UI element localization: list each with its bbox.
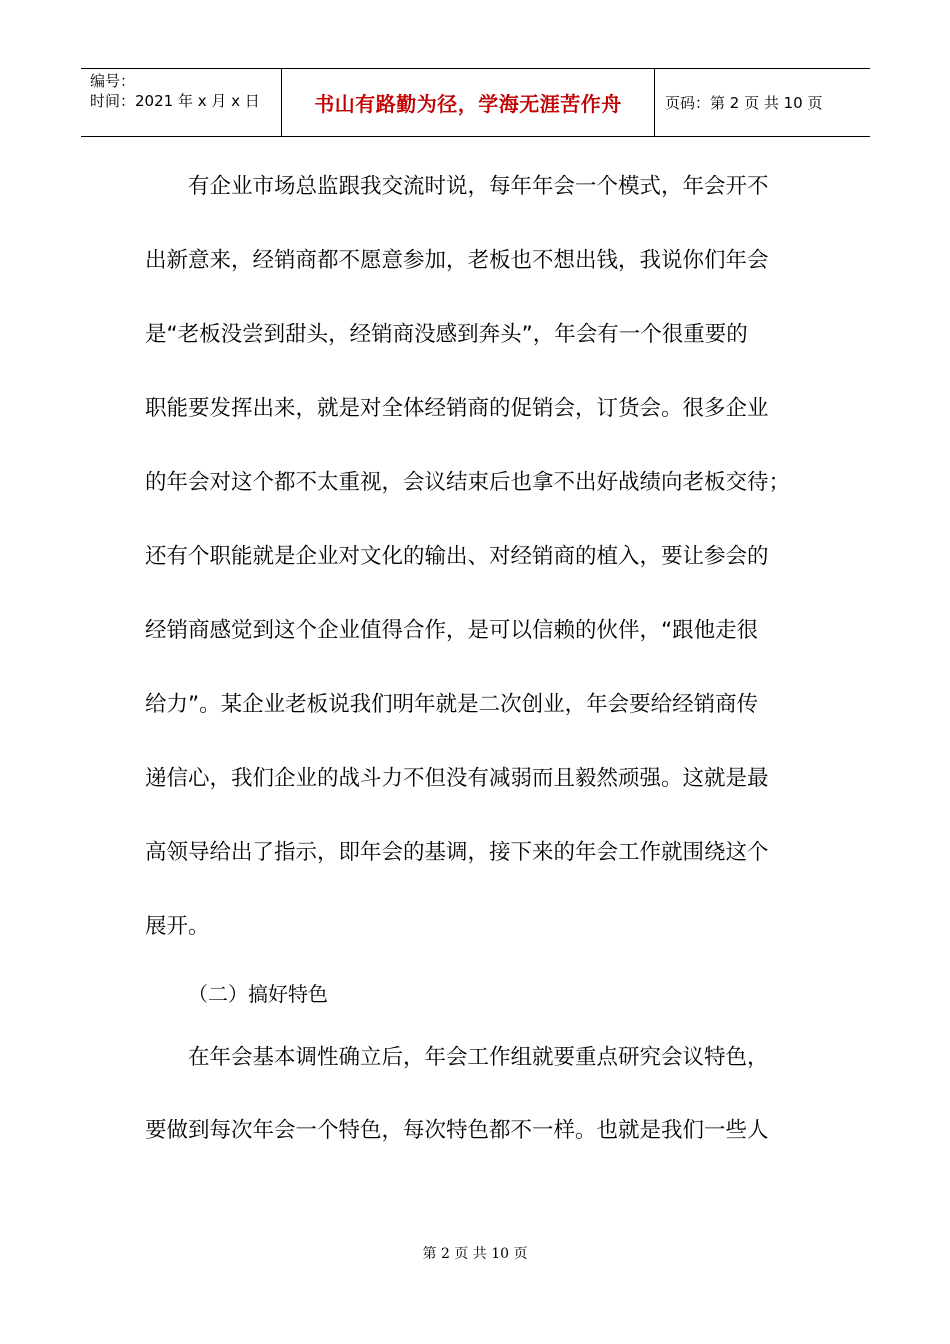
body-line-9: 递信心，我们企业的战斗力不但没有减弱而且毅然顽强。这就是最 bbox=[145, 766, 769, 791]
body-line-2: 出新意来，经销商都不愿意参加，老板也不想出钱，我说你们年会 bbox=[145, 248, 769, 273]
body-line-4: 职能要发挥出来，就是对全体经销商的促销会，订货会。很多企业 bbox=[145, 396, 769, 421]
body-line-3: 是“老板没尝到甜头，经销商没感到奔头”，年会有一个很重要的 bbox=[145, 322, 748, 347]
document-header bbox=[81, 68, 870, 137]
body-line-7: 经销商感觉到这个企业值得合作，是可以信赖的伙伴，“跟他走很 bbox=[145, 618, 759, 643]
body-line-1: 有企业市场总监跟我交流时说，每年年会一个模式，年会开不 bbox=[188, 174, 769, 199]
header-meta-cell bbox=[81, 69, 281, 136]
document-number-label: 编号： bbox=[90, 72, 136, 90]
body-line-13: 在年会基本调性确立后，年会工作组就要重点研究会议特色， bbox=[188, 1045, 769, 1070]
header-page-cell bbox=[655, 69, 870, 136]
body-line-8: 给力”。某企业老板说我们明年就是二次创业，年会要给经销商传 bbox=[145, 692, 759, 717]
body-line-10: 高领导给出了指示，即年会的基调，接下来的年会工作就围绕这个 bbox=[145, 840, 769, 865]
header-motto-cell bbox=[281, 69, 655, 136]
document-date-label: 时间：2021 年 x 月 x 日 bbox=[90, 92, 260, 110]
body-line-14: 要做到每次年会一个特色，每次特色都不一样。也就是我们一些人 bbox=[145, 1118, 769, 1143]
section-heading: （二）搞好特色 bbox=[188, 982, 328, 1006]
header-motto: 书山有路勤为径，学海无涯苦作舟 bbox=[314, 92, 622, 116]
header-page-info: 页码：第 2 页 共 10 页 bbox=[665, 94, 823, 112]
body-line-11: 展开。 bbox=[145, 914, 210, 939]
page-footer: 第 2 页 共 10 页 bbox=[422, 1246, 528, 1262]
body-line-5: 的年会对这个都不太重视，会议结束后也拿不出好战绩向老板交待； bbox=[145, 470, 791, 495]
body-line-6: 还有个职能就是企业对文化的输出、对经销商的植入，要让参会的 bbox=[145, 544, 769, 569]
